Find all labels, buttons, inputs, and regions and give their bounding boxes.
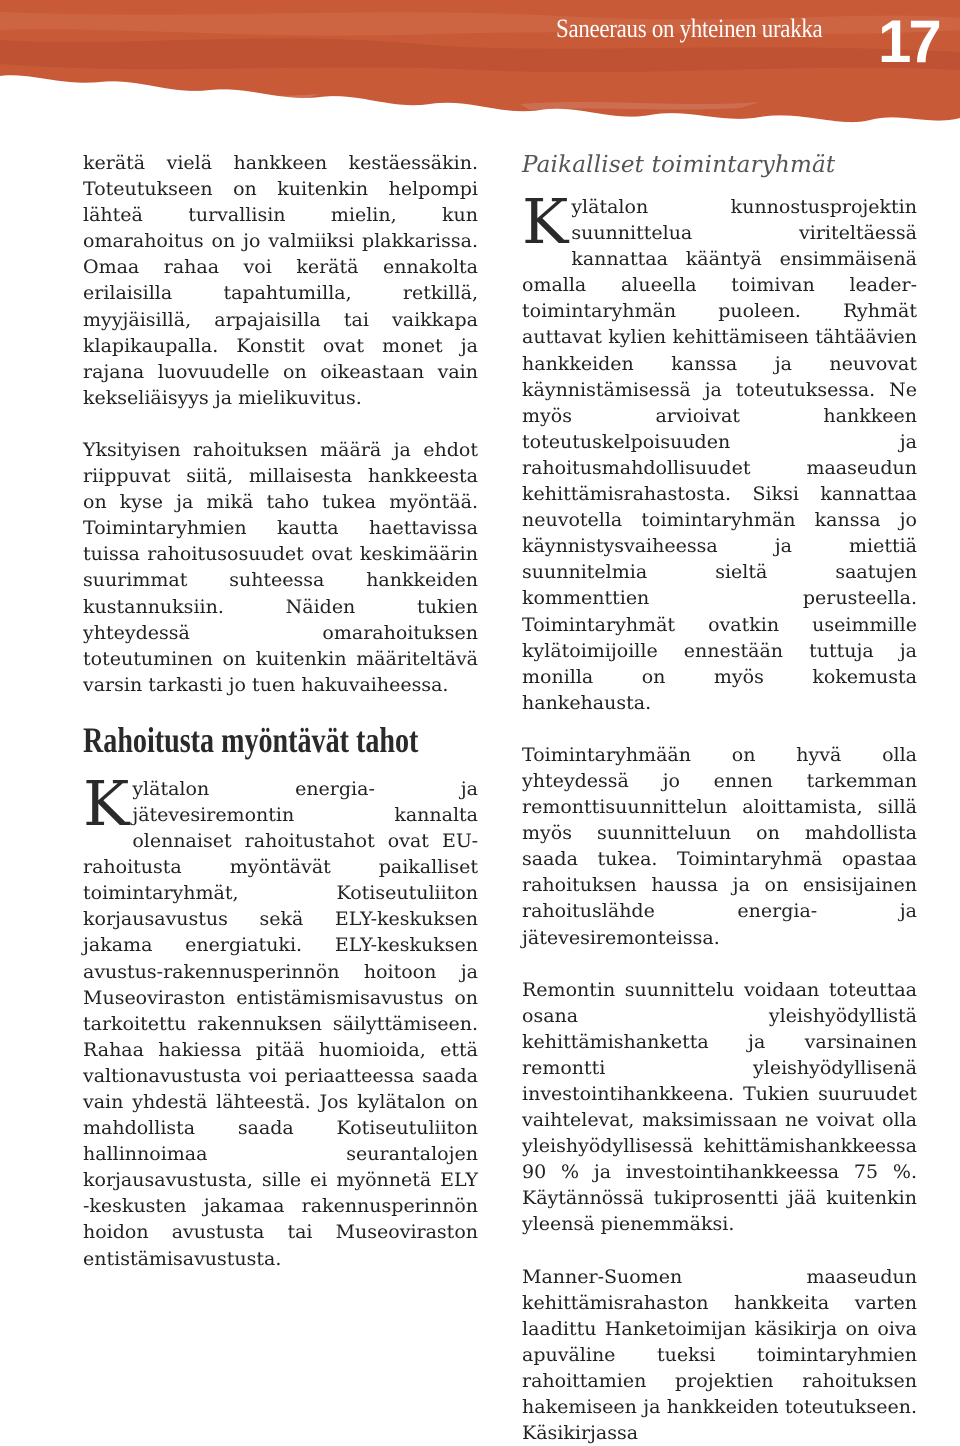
paragraph: Manner-Suomen maaseudun kehittämisrahaston hankkeita varten laadittu Hanketoimijan käsikirja on oiva apuväline tueksi toimintaryhmien rahoittamien projektien rahoituksen hakemiseen ja hankkeiden toteutukseen. Käsikirjassa	[522, 1265, 917, 1445]
drop-cap: K	[83, 766, 130, 840]
paragraph-with-dropcap	[83, 766, 478, 1272]
paragraph: kerätä vielä hankkeen kestäessäkin. Toteutukseen on kuitenkin helpompi lähteä turvallisin mielin, kun omarahoitus on jo valmiiksi plakkarissa. Omaa rahaa voi kerätä ennakolta erilaisilla tapahtumilla, retkillä, myyjäisillä, arpajaisilla tai vaikkapa klapikaupalla. Konstit ovat monet ja rajana luovuudelle on oikeastaan vain kekseliäisyys ja mielikuvitus.	[83, 152, 478, 409]
paragraph: Toimintaryhmään on hyvä olla yhteydessä jo ennen tarkemman remonttisuunnittelun aloittamista, sillä myös suunnitteluun on mahdollista saada tukea. Toimintaryhmä opastaa rahoituksen haussa ja on ensisijainen rahoituslähde energia- ja jätevesiremonteissa.	[522, 743, 917, 949]
running-title: Saneeraus on yhteinen urakka	[556, 14, 823, 43]
header-paint-band	[0, 0, 960, 140]
subheading: Paikalliset toimintaryhmät	[522, 152, 836, 178]
section-heading: Rahoitusta myöntävät tahot	[83, 719, 419, 760]
paragraph: Remontin suunnittelu voidaan toteuttaa osana yleishyödyllistä kehittämishanketta ja varsinainen remontti yleishyödyllisenä investointihankkeena. Tukien suuruudet vaihtelevat, maksimissaan ne voivat olla yleishyödyllisessä kehittämishankkeessa 90 % ja investointihankkeessa 75 %. Käytännössä tukiprosentti jää kuitenkin yleensä pienemmäksi.	[522, 978, 917, 1236]
paragraph: Yksityisen rahoituksen määrä ja ehdot riippuvat siitä, millaisesta hankkeesta on kyse ja mikä taho tukea myöntää. Toimintaryhmien kautta haettavissa tuissa rahoitusosuudet ovat keskimäärin suurimmat suhteessa hankkeiden kustannuksiin. Näiden tukien yhteydessä omarahoituksen toteutuminen on kuitenkin määriteltävä varsin tarkasti jo tuen hakuvaiheessa.	[83, 438, 478, 696]
paragraph-text: ylätalon energia- ja jätevesiremontin kannalta olennaiset rahoitustahot ovat EU-rahoitusta myöntävät paikalliset toimintaryhmät, Kotiseutuliiton korjausavustus sekä ELY-keskuksen jakama energiatuki. ELY-keskuksen avustus-rakennusperinnön hoitoon ja Museoviraston entistämismisavustus on tarkoitettu rakennuksen säilyttämiseen. Rahaa hakiessa pitää huomioida, että valtionavustusta voi periaatteessa saada vain yhdestä lähteestä. Jos kylätalon on mahdollista saada Kotiseutuliiton hallinnoimaa seurantalojen korjausavustusta, sille ei myönnetä ELY -keskusten jakamaa rakennusperinnön hoidon avustusta tai Museoviraston entistämisavustusta.	[83, 777, 478, 1270]
paragraph-with-dropcap	[522, 185, 917, 716]
drop-cap: K	[522, 185, 569, 258]
page-number: 17	[878, 8, 939, 75]
paragraph-text: ylätalon kunnostusprojektin suunnittelua viriteltäessä kannattaa kääntyä ensimmäisenä omalla alueella toimivan leader-toimintaryhmän puoleen. Ryhmät auttavat kylien kehittämiseen tähtäävien hankkeiden kanssa ja neuvovat käynnistämisessä ja toteutuksessa. Ne myös arvioivat hankkeen toteutuskelpoisuuden ja rahoitusmahdollisuudet maaseudun kehittämisrahastosta. Siksi kannattaa neuvotella toimintaryhmän kanssa jo käynnistysvaiheessa ja miettiä suunnitelmia sieltä saatujen kommenttien perusteella. Toimintaryhmät ovatkin useimmille kylätoimijoille ennestään tuttuja ja monilla on myös kokemusta hankehausta.	[522, 196, 917, 714]
right-column	[522, 150, 917, 1446]
left-column	[83, 150, 478, 1272]
